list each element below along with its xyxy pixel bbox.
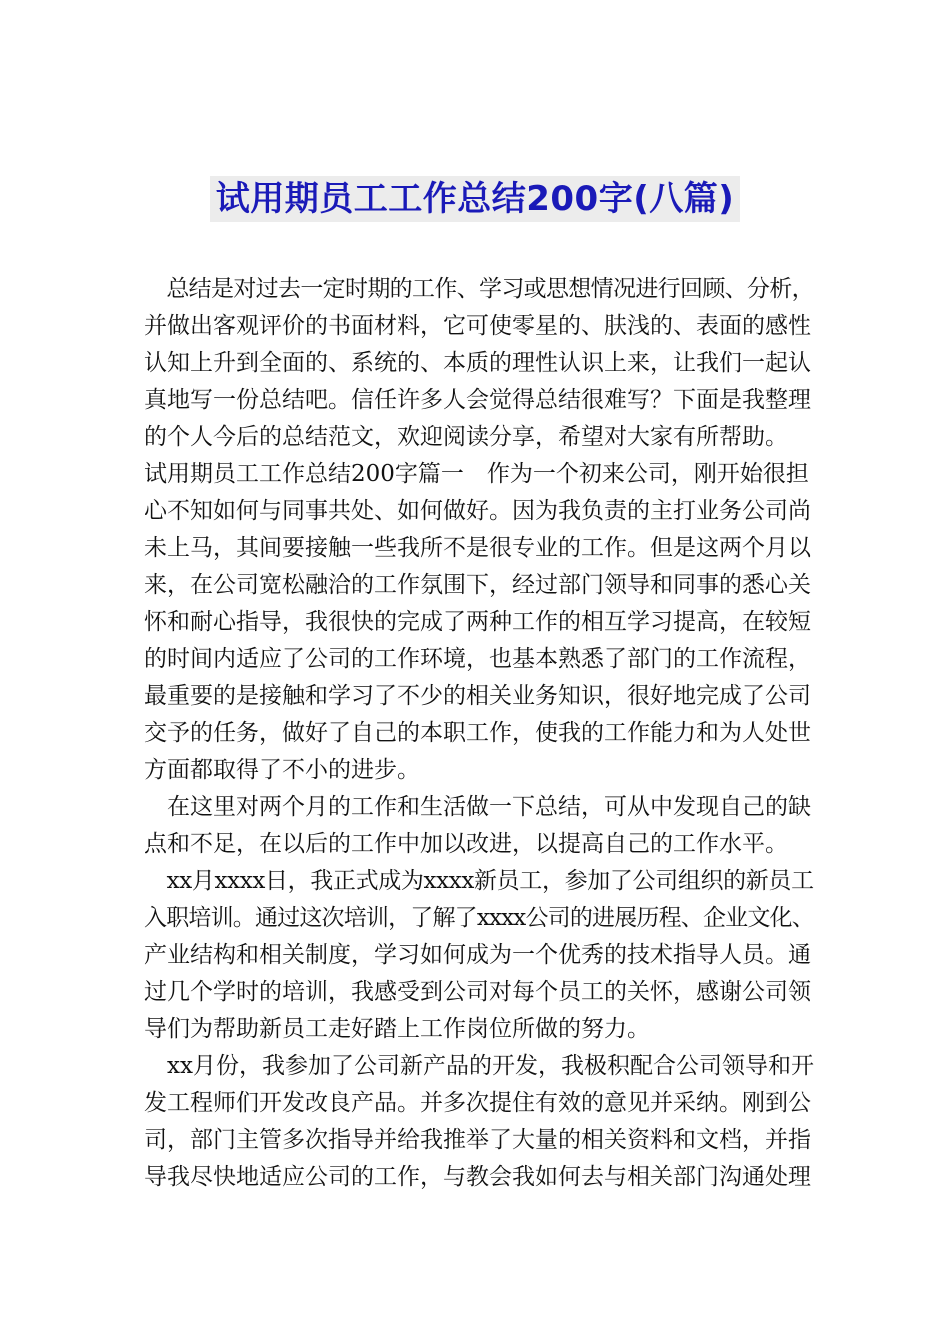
title-container: [0, 176, 950, 222]
body-line: 交予的任务，做好了自己的本职工作，使我的工作能力和为人处世: [144, 720, 811, 746]
body-line: 认知上升到全面的、系统的、本质的理性认识上来，让我们一起认: [144, 350, 811, 376]
body-line: 发工程师们开发改良产品。并多次提住有效的意见并采纳。刚到公: [144, 1090, 811, 1116]
body-line: xx月份，我参加了公司新产品的开发，我极积配合公司领导和开: [144, 1053, 814, 1079]
body-line: xx月xxxx日，我正式成为xxxx新员工，参加了公司组织的新员工: [144, 868, 814, 894]
body-line: 导们为帮助新员工走好踏上工作岗位所做的努力。: [144, 1016, 650, 1042]
body-line: 试用期员工工作总结200字篇一 作为一个初来公司，刚开始很担: [144, 461, 809, 487]
body-line: 最重要的是接触和学习了不少的相关业务知识，很好地完成了公司: [144, 683, 811, 709]
body-line: 真地写一份总结吧。信任许多人会觉得总结很难写？下面是我整理: [144, 387, 811, 413]
body-line: 点和不足，在以后的工作中加以改进，以提高自己的工作水平。: [144, 831, 788, 857]
body-line: 在这里对两个月的工作和生活做一下总结，可从中发现自己的缺: [144, 794, 811, 820]
body-line: 产业结构和相关制度，学习如何成为一个优秀的技术指导人员。通: [144, 942, 811, 968]
body-line: 司，部门主管多次指导并给我推举了大量的相关资料和文档，并指: [144, 1127, 811, 1153]
body-line: 并做出客观评价的书面材料，它可使零星的、肤浅的、表面的感性: [144, 313, 811, 339]
body-line: 的个人今后的总结范文，欢迎阅读分享，希望对大家有所帮助。: [144, 424, 788, 450]
body-line: 怀和耐心指导，我很快的完成了两种工作的相互学习提高，在较短: [144, 609, 811, 635]
body-line: 过几个学时的培训，我感受到公司对每个员工的关怀，感谢公司领: [144, 979, 811, 1005]
document-title: 试用期员工工作总结200字(八篇): [210, 176, 741, 222]
document-body: [144, 271, 814, 1196]
body-line: 入职培训。通过这次培训，了解了xxxx公司的进展历程、企业文化、: [144, 905, 814, 931]
body-line: 方面都取得了不小的进步。: [144, 757, 420, 783]
body-line: 来，在公司宽松融洽的工作氛围下，经过部门领导和同事的悉心关: [144, 572, 811, 598]
body-line: 导我尽快地适应公司的工作，与教会我如何去与相关部门沟通处理: [144, 1164, 811, 1190]
body-line: 心不知如何与同事共处、如何做好。因为我负责的主打业务公司尚: [144, 498, 811, 524]
body-line: 的时间内适应了公司的工作环境，也基本熟悉了部门的工作流程，: [144, 646, 811, 672]
body-line: 总结是对过去一定时期的工作、学习或思想情况进行回顾、分析，: [144, 276, 815, 302]
body-line: 未上马，其间要接触一些我所不是很专业的工作。但是这两个月以: [144, 535, 811, 561]
